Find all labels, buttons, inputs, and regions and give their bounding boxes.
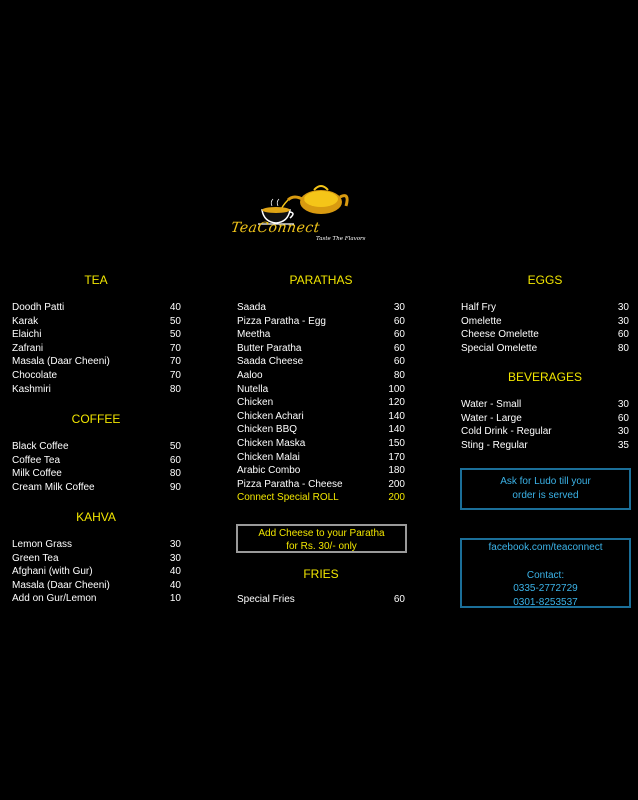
menu-item-price: 30 (169, 552, 181, 564)
menu-item-price: 120 (388, 397, 405, 409)
menu-item-row (12, 369, 181, 383)
menu-item-row (237, 396, 405, 410)
menu-item-price: 30 (393, 302, 405, 313)
menu-item-row (461, 328, 629, 342)
menu-item-row (12, 467, 181, 481)
menu-item-price: 35 (617, 439, 629, 451)
menu-item-name: Add on Gur/Lemon (12, 593, 97, 605)
menu-item-price: 30 (617, 399, 629, 410)
menu-item-row (12, 301, 181, 315)
menu-item-row (237, 342, 405, 356)
menu-item-name: Special Omelette (461, 342, 538, 354)
menu-item-name: Half Fry (461, 302, 496, 313)
menu-item-name: Milk Coffee (12, 468, 62, 480)
menu-item-price: 60 (393, 342, 405, 354)
menu-item-row (12, 579, 181, 593)
menu-item-row (461, 342, 629, 356)
menu-item-name: Elaichi (12, 329, 42, 341)
beverages-list (461, 398, 629, 452)
menu-item-row (12, 440, 181, 454)
menu-item-name: Pizza Paratha - Egg (237, 315, 326, 327)
menu-item-row (461, 412, 629, 426)
menu-item-price: 80 (617, 342, 629, 354)
menu-item-price: 40 (169, 302, 181, 313)
facebook-link[interactable]: facebook.com/teaconnect (488, 542, 603, 553)
brand-logo (228, 180, 388, 246)
menu-item-row (237, 328, 405, 342)
menu-item-price: 30 (617, 315, 629, 327)
menu-item-name: Chicken (237, 397, 274, 409)
menu-item-name: Coffee Tea (12, 454, 61, 466)
menu-item-row (237, 593, 405, 607)
menu-item-name: Afghani (with Gur) (12, 566, 93, 578)
menu-item-row (237, 478, 405, 492)
menu-item-name: Pizza Paratha - Cheese (237, 478, 343, 490)
menu-item-name: Nutella (237, 383, 269, 395)
menu-item-price: 30 (617, 302, 629, 313)
coffee-list (12, 440, 181, 494)
eggs-heading: EGGS (527, 273, 563, 287)
menu-item-price: 70 (169, 356, 181, 368)
menu-item-row (237, 464, 405, 478)
menu-item-name: Chocolate (12, 369, 58, 381)
brand-name: TeaConnect (229, 220, 321, 236)
coffee-heading: COFFEE (71, 412, 121, 426)
menu-item-row (12, 565, 181, 579)
menu-item-price: 140 (388, 424, 405, 436)
menu-item-price: 50 (169, 441, 181, 452)
menu-item-price: 30 (169, 539, 181, 550)
menu-item-row (461, 315, 629, 329)
menu-item-price: 200 (388, 492, 405, 504)
menu-item-row (461, 398, 629, 412)
menu-item-price: 200 (388, 478, 405, 490)
menu-item-row (237, 315, 405, 329)
menu-item-name: Masala (Daar Cheeni) (12, 356, 110, 368)
menu-item-price: 60 (617, 329, 629, 341)
menu-item-name: Chicken Malai (237, 451, 300, 463)
menu-item-row (12, 592, 181, 606)
cheese-addon-note (236, 524, 407, 553)
menu-item-row (237, 491, 405, 505)
menu-item-row (237, 301, 405, 315)
tea-list (12, 301, 181, 396)
parathas-list (237, 301, 405, 505)
kahva-list (12, 538, 181, 606)
menu-item-name: Chicken Maska (237, 437, 306, 449)
menu-item-row (12, 481, 181, 495)
menu-item-price: 140 (388, 410, 405, 422)
menu-item-name: Karak (12, 315, 39, 327)
menu-item-name: Saada (237, 302, 266, 313)
menu-item-name: Cream Milk Coffee (12, 481, 95, 493)
menu-item-name: Doodh Patti (12, 302, 65, 313)
tea-heading: TEA (84, 273, 108, 287)
menu-item-price: 10 (169, 593, 181, 605)
menu-item-name: Water - Small (461, 399, 522, 410)
contact-spacer (462, 555, 629, 569)
cheese-note-line1: Add Cheese to your Paratha (258, 528, 385, 539)
menu-item-row (12, 342, 181, 356)
menu-item-price: 100 (388, 383, 405, 395)
menu-item-row (237, 369, 405, 383)
menu-item-price: 40 (169, 579, 181, 591)
menu-item-row (237, 355, 405, 369)
menu-item-price: 60 (393, 329, 405, 341)
menu-item-row (12, 552, 181, 566)
menu-item-name: Arabic Combo (237, 465, 301, 477)
menu-item-row (461, 439, 629, 453)
ludo-note-line1: Ask for Ludo till your (500, 476, 591, 487)
menu-item-price: 70 (169, 342, 181, 354)
menu-item-price: 30 (617, 426, 629, 438)
fries-heading: FRIES (303, 567, 339, 581)
menu-item-price: 60 (617, 412, 629, 424)
menu-item-name: Zafrani (12, 342, 44, 354)
menu-item-name: Omelette (461, 315, 502, 327)
menu-item-price: 150 (388, 437, 405, 449)
menu-item-row (12, 355, 181, 369)
menu-item-price: 60 (393, 594, 405, 605)
menu-item-price: 60 (393, 315, 405, 327)
menu-item-price: 180 (388, 465, 405, 477)
menu-item-name: Chicken BBQ (237, 424, 298, 436)
menu-item-row (237, 410, 405, 424)
menu-item-price: 70 (169, 369, 181, 381)
menu-item-name: Kashmiri (12, 383, 51, 395)
menu-item-row (461, 301, 629, 315)
menu-item-price: 80 (169, 468, 181, 480)
menu-item-name: Chicken Achari (237, 410, 304, 422)
menu-item-name: Cold Drink - Regular (461, 426, 552, 438)
menu-item-row (12, 328, 181, 342)
menu-item-price: 80 (169, 383, 181, 395)
menu-item-name: Water - Large (461, 412, 522, 424)
fries-list (237, 593, 405, 607)
beverages-heading: BEVERAGES (507, 370, 583, 384)
menu-item-name: Meetha (237, 329, 271, 341)
ludo-note-line2: order is served (512, 490, 579, 501)
menu-item-price: 80 (393, 369, 405, 381)
menu-item-price: 60 (393, 356, 405, 368)
menu-item-row (12, 454, 181, 468)
parathas-heading: PARATHAS (289, 273, 353, 287)
menu-item-row (237, 451, 405, 465)
menu-item-row (237, 423, 405, 437)
menu-item-name: Black Coffee (12, 441, 69, 452)
contact-phone-1[interactable]: 0335-2772729 (513, 583, 578, 595)
menu-item-price: 170 (388, 451, 405, 463)
contact-box (460, 538, 631, 608)
menu-item-price: 40 (169, 566, 181, 578)
menu-item-row (237, 437, 405, 451)
menu-item-row (12, 383, 181, 397)
menu-item-row (237, 383, 405, 397)
kahva-heading: KAHVA (76, 510, 116, 524)
menu-item-price: 60 (169, 454, 181, 466)
menu-item-name: Cheese Omelette (461, 329, 539, 341)
menu-item-name: Sting - Regular (461, 439, 528, 451)
menu-item-name: Connect Special ROLL (237, 492, 339, 504)
menu-item-name: Butter Paratha (237, 342, 302, 354)
menu-item-name: Lemon Grass (12, 539, 73, 550)
menu-item-name: Special Fries (237, 594, 295, 605)
menu-item-price: 50 (169, 329, 181, 341)
menu-item-price: 90 (169, 481, 181, 493)
menu-item-row (12, 315, 181, 329)
cheese-note-line2: for Rs. 30/- only (286, 541, 357, 552)
menu-item-name: Green Tea (12, 552, 59, 564)
menu-item-row (461, 425, 629, 439)
menu-item-row (12, 538, 181, 552)
contact-label: Contact: (526, 569, 565, 581)
menu-item-price: 50 (169, 315, 181, 327)
menu-item-name: Masala (Daar Cheeni) (12, 579, 110, 591)
menu-item-name: Saada Cheese (237, 356, 304, 368)
contact-phone-2[interactable]: 0301-8253537 (513, 597, 578, 609)
brand-tagline: Taste The Flavors (316, 236, 366, 242)
menu-item-name: Aaloo (237, 369, 263, 381)
ludo-note (460, 468, 631, 510)
eggs-list (461, 301, 629, 355)
